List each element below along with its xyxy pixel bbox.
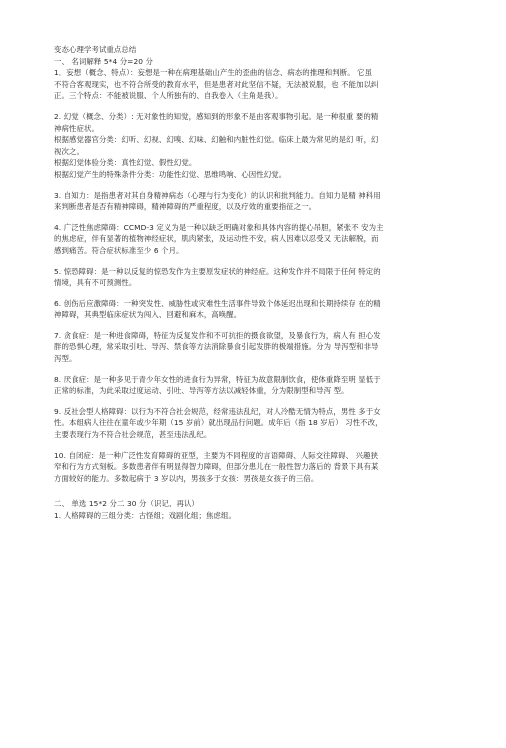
term-item-panic [54, 266, 446, 289]
paragraph-line: 视次之。 [54, 146, 84, 156]
paragraph-line: 9. 反社会型人格障碍：以行为不符合社会规范，经常违法乱纪，对人冷酷无情为特点，男性 多于女 [54, 406, 381, 416]
paragraph-line: 8. 厌食症：是一种多见于青少年女性的进食行为异常，特征为故意限制饮食，使体重降至明 显低于 [54, 374, 381, 384]
paragraph-line: 不符合客观现实，也不符合所受的教育水平，但是患者对此坚信不疑，无法被说服，也 不能加以纠 [54, 79, 379, 89]
term-item-bulimia [54, 330, 446, 365]
section-heading: 一、 名词解释 5*4 分=20 分 [54, 56, 154, 66]
term-item-ptsd [54, 298, 446, 321]
paragraph-line: 正常的标准，为此采取过度运动、引吐、导泻等方法以减轻体重，分为限制型和导泻 型。 [54, 386, 349, 396]
paragraph-line: 6. 创伤后应激障碍：一种突发性、威胁性或灾难性生活事件导致个体延迟出现和长期持续存 在的精 [54, 298, 381, 308]
paragraph-line: 正。三个特点：不能被说服、个人所独有的、自我卷入（主角是我）。 [54, 91, 283, 101]
term-item-insight [54, 190, 446, 213]
paragraph-line: 1. 人格障碍的三组分类：古怪组；戏剧化组；焦虑组。 [54, 511, 236, 520]
paragraph-line: 10. 自闭症：是一种广泛性发育障碍的亚型，主要为不同程度的言语障碍、人际交往障碍、 兴趣狭 [54, 450, 379, 460]
paragraph-line: 4. 广泛性焦虑障碍：CCMD-3 定义为是一种以缺乏明确对象和具体内容的提心吊胆，紧张不 安为主 [54, 222, 384, 232]
section-heading: 二、 单选 15*2 分二 30 分（识记、再认） [54, 499, 199, 509]
term-item-hallucination [54, 111, 446, 181]
paragraph-line: 来判断患者是否有精神障碍，精神障碍的严重程度，以及疗效的重要指征之一。 [54, 202, 317, 212]
paragraph-line: 方面较好的能力。多数起病于 3 岁以内，男孩多于女孩：男孩是女孩子的三倍。 [54, 473, 319, 483]
paragraph-line: 情境，具有不可预测性。 [54, 278, 137, 288]
paragraph-line: 主要表现行为不符合社会规范，甚至违法乱纪。 [54, 430, 212, 440]
paragraph-line: 神障碍，其典型临床症状为闯入、回避和麻木，高唤醒。 [54, 310, 242, 320]
paragraph-line: 5. 惊恐障碍：是一种以反复的惊恐发作为主要原发症状的神经症。这种发作并不局限于任何 特定的 [54, 266, 381, 276]
paragraph-line: 3. 自知力：是指患者对其自身精神病态（心理与行为变化）的认识和批判能力。自知力是精 神科用 [54, 190, 381, 200]
paragraph-line: 根据感觉器官分类：幻听、幻视、幻嗅、幻味、幻触和内脏性幻觉。临床上最为常见的是幻 听，幻 [54, 135, 379, 145]
paragraph-line: 窄和行为方式刻板。多数患者伴有明显得智力障碍，但部分患儿在一般性智力落后的 背景下具有某 [54, 462, 379, 472]
paragraph-line: 性。本组病人往往在童年或少年期（15 岁前）就出现品行问题。成年后（指 18 岁后） 习性不改， [54, 418, 383, 428]
paragraph-line: 胖的恐惧心理，常采取引吐、导泻、禁食等方法消除暴食引起发胖的极端措施。分为 导泻型和非导 [54, 342, 379, 352]
document-title: 变态心理学考试重点总结 [54, 45, 137, 54]
term-item-gad [54, 222, 446, 257]
paragraph-line: 2. 幻觉（概念、分类）: 无对象性的知觉，感知到的形象不是由客观事物引起。是一种很重 要的精 [54, 111, 379, 121]
term-item-autism [54, 450, 446, 485]
paragraph-line: 根据幻觉产生的特殊条件分类：功能性幻觉、思维鸣响、心因性幻觉。 [54, 169, 287, 179]
term-item-anorexia [54, 374, 446, 397]
paragraph-line: 7. 贪食症：是一种进食障碍，特征为反复发作和不可抗拒的摄食欲望，及暴食行为，病人有 担心发 [54, 330, 381, 340]
paragraph-line: 感到痛苦。符合症状标准至少 6 个月。 [54, 245, 184, 255]
paragraph-line: 1．妄想（概念、特点）：妄想是一种在病理基础山产生的歪曲的信念、病态的推理和判断。 它虽 [54, 68, 373, 78]
paragraph-line: 神病性症状。 [54, 123, 99, 133]
term-item-antisocial [54, 406, 446, 441]
paragraph-line: 根据幻觉体验分类：真性幻觉、假性幻觉。 [54, 158, 197, 168]
paragraph-line: 的焦虑症，伴有显著的植物神经症状，肌肉紧张，及运动性不安，病人因难以忍受又 无法解脱，而 [54, 234, 379, 244]
paragraph-line: 泻型。 [54, 354, 77, 364]
term-item-delusion [54, 67, 446, 102]
